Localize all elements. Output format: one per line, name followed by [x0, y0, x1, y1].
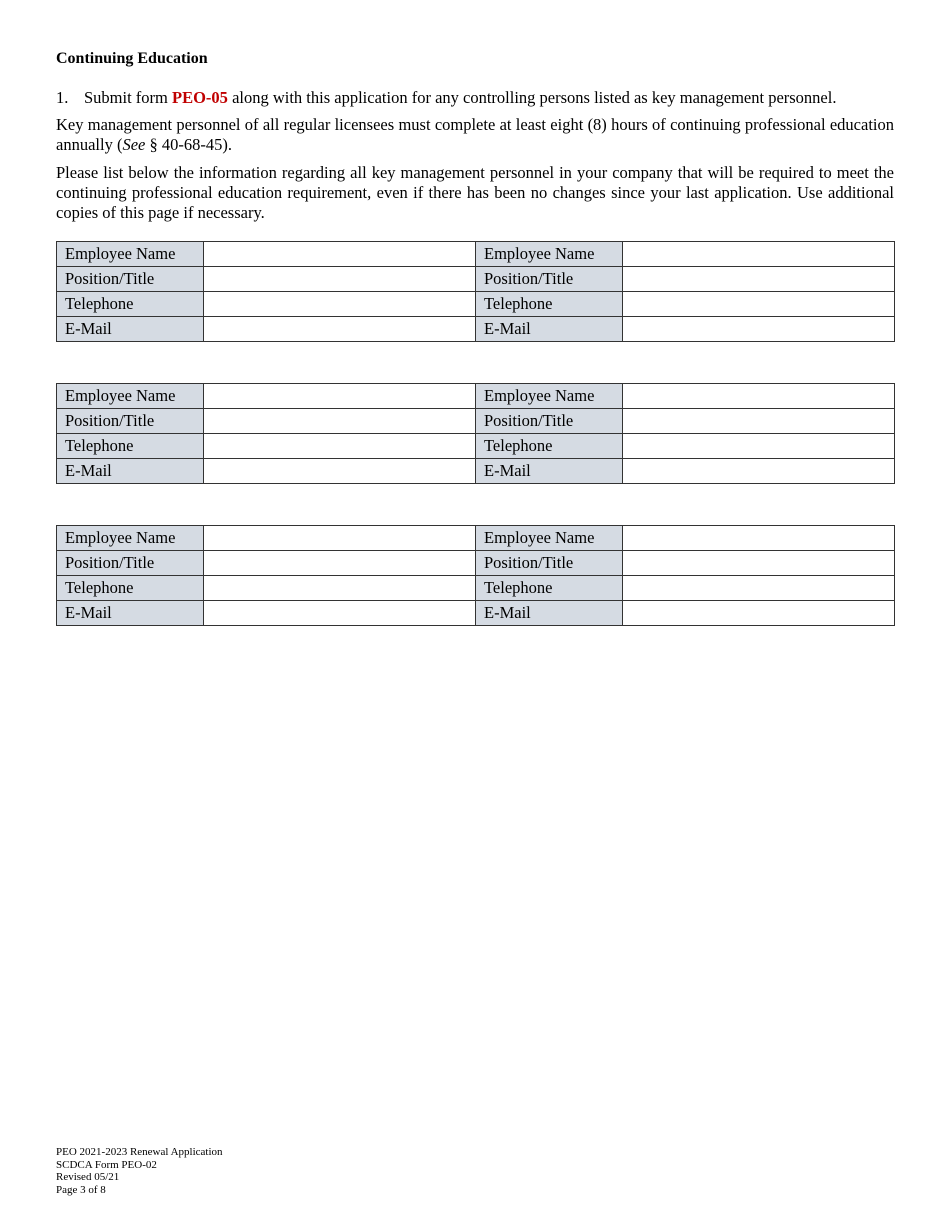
requirement-paragraph	[56, 115, 894, 155]
footer-revision: Revised 05/21	[56, 1171, 120, 1183]
employee-table-1	[56, 241, 895, 342]
email-field[interactable]	[623, 601, 895, 626]
footer-application-title: PEO 2021-2023 Renewal Application	[56, 1146, 223, 1158]
employee-name-label: Employee Name	[476, 526, 623, 551]
item-number: 1.	[56, 88, 69, 107]
table-row	[57, 267, 895, 292]
employee-name-label: Employee Name	[476, 242, 623, 267]
position-title-field[interactable]	[204, 409, 476, 434]
email-label: E-Mail	[57, 317, 204, 342]
telephone-field[interactable]	[204, 576, 476, 601]
telephone-label: Telephone	[57, 292, 204, 317]
telephone-label: Telephone	[476, 576, 623, 601]
telephone-label: Telephone	[476, 292, 623, 317]
employee-name-field[interactable]	[204, 384, 476, 409]
employee-name-field[interactable]	[623, 526, 895, 551]
table-row	[57, 384, 895, 409]
email-label: E-Mail	[476, 459, 623, 484]
para1-see: See	[122, 135, 146, 154]
para1-text-start: Key management personnel of all regular licensees must complete at least eight (8) hours of continuing professional education annually (	[56, 115, 894, 154]
table-row	[57, 459, 895, 484]
item-prefix: Submit form	[84, 88, 168, 107]
telephone-field[interactable]	[623, 576, 895, 601]
footer-form-number: SCDCA Form PEO-02	[56, 1158, 157, 1171]
email-field[interactable]	[204, 601, 476, 626]
employee-name-field[interactable]	[204, 242, 476, 267]
employee-name-label: Employee Name	[57, 526, 204, 551]
employee-table-2	[56, 383, 895, 484]
table-row	[57, 317, 895, 342]
employee-name-field[interactable]	[204, 526, 476, 551]
telephone-label: Telephone	[57, 576, 204, 601]
employee-name-label: Employee Name	[57, 384, 204, 409]
form-reference-link[interactable]: PEO-05	[172, 88, 228, 107]
position-title-field[interactable]	[204, 267, 476, 292]
email-label: E-Mail	[476, 601, 623, 626]
page-footer	[56, 1146, 223, 1196]
email-field[interactable]	[623, 317, 895, 342]
employee-table-3	[56, 525, 895, 626]
employee-name-label: Employee Name	[57, 242, 204, 267]
position-title-label: Position/Title	[476, 267, 623, 292]
table-row	[57, 292, 895, 317]
position-title-field[interactable]	[623, 551, 895, 576]
section-heading: Continuing Education	[56, 50, 208, 67]
telephone-field[interactable]	[623, 434, 895, 459]
employee-name-field[interactable]	[623, 242, 895, 267]
table-row	[57, 551, 895, 576]
position-title-field[interactable]	[623, 267, 895, 292]
employee-name-field[interactable]	[623, 384, 895, 409]
position-title-label: Position/Title	[476, 551, 623, 576]
telephone-field[interactable]	[204, 292, 476, 317]
instructions-paragraph: Please list below the information regarding all key management personnel in your company that will be required to meet the continuing professional education requirement, even if there has been no changes since your last application. Use additional copies of this page if necessary.	[56, 163, 894, 222]
telephone-field[interactable]	[204, 434, 476, 459]
para1-text-end: § 40-68-45).	[145, 135, 232, 154]
email-field[interactable]	[204, 459, 476, 484]
table-row	[57, 409, 895, 434]
telephone-label: Telephone	[57, 434, 204, 459]
table-row	[57, 242, 895, 267]
email-field[interactable]	[204, 317, 476, 342]
footer-page-number: Page 3 of 8	[56, 1183, 106, 1196]
position-title-field[interactable]	[623, 409, 895, 434]
position-title-label: Position/Title	[57, 551, 204, 576]
table-row	[57, 526, 895, 551]
email-label: E-Mail	[57, 459, 204, 484]
instruction-item-1	[56, 88, 836, 108]
position-title-label: Position/Title	[476, 409, 623, 434]
item-suffix: along with this application for any controlling persons listed as key management personnel.	[232, 88, 837, 107]
table-row	[57, 576, 895, 601]
email-label: E-Mail	[57, 601, 204, 626]
email-label: E-Mail	[476, 317, 623, 342]
position-title-label: Position/Title	[57, 267, 204, 292]
table-row	[57, 601, 895, 626]
telephone-field[interactable]	[623, 292, 895, 317]
position-title-field[interactable]	[204, 551, 476, 576]
telephone-label: Telephone	[476, 434, 623, 459]
table-row	[57, 434, 895, 459]
position-title-label: Position/Title	[57, 409, 204, 434]
employee-name-label: Employee Name	[476, 384, 623, 409]
email-field[interactable]	[623, 459, 895, 484]
